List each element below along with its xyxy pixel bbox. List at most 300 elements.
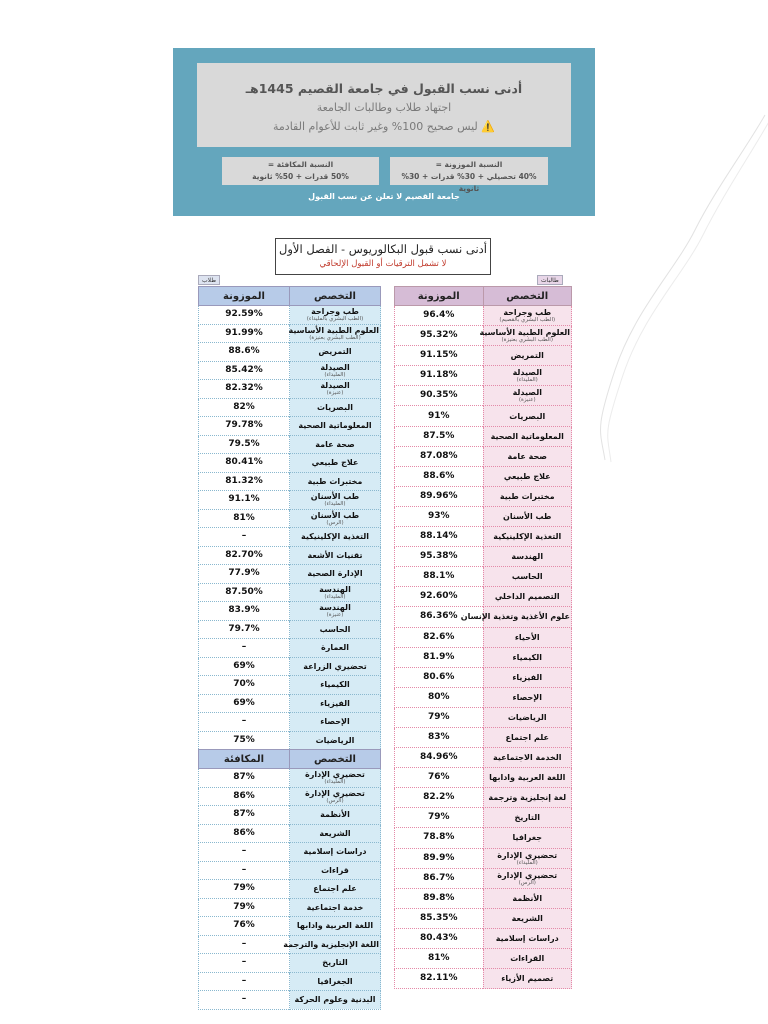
boys-row xyxy=(199,546,381,565)
girls-spec-label: المعلوماتية الصحية xyxy=(490,431,564,441)
boys-equiv-pct-cell: – xyxy=(199,991,290,1010)
boys-equiv-pct-cell: – xyxy=(199,954,290,973)
boys-pct-cell: 83.9% xyxy=(199,602,290,621)
girls-spec-cell xyxy=(483,687,572,707)
girls-row xyxy=(395,969,572,989)
boys-spec-cell xyxy=(290,657,381,676)
boys-pct-cell: 87.50% xyxy=(199,583,290,602)
boys-equiv-spec-label: دراسات إسلامية xyxy=(303,847,367,857)
girls-spec-cell xyxy=(483,506,572,526)
girls-spec-label: التاريخ xyxy=(514,813,540,823)
girls-row xyxy=(395,888,572,908)
girls-spec-cell xyxy=(479,326,572,346)
girls-spec-label: الفيزياء xyxy=(512,672,543,682)
girls-spec-label: التصميم الداخلي xyxy=(494,592,560,602)
boys-equiv-spec-label: الجغرافيا xyxy=(317,976,353,986)
page-subtitle: اجتهاد طلاب وطالبات الجامعة xyxy=(316,101,452,114)
girls-spec-cell xyxy=(483,788,572,808)
boys-equiv-spec-label: خدمة اجتماعية xyxy=(306,902,364,912)
section-title: أدنى نسب قبول البكالوريوس - الفصل الأول xyxy=(279,242,487,256)
girls-spec-cell xyxy=(483,466,572,486)
girls-spec-cell xyxy=(483,928,572,948)
boys-table xyxy=(198,286,381,1010)
boys-spec-label: طب وجراحة xyxy=(311,307,359,317)
page-title: أدنى نسب القبول في جامعة القصيم 1445هـ xyxy=(245,81,523,96)
girls-pct-cell: 83% xyxy=(395,727,484,747)
boys-row xyxy=(199,417,381,436)
boys-equiv-spec-cell xyxy=(283,935,381,954)
boys-spec-note: (المليداء) xyxy=(324,501,346,508)
girls-spec-note: (عنيزة) xyxy=(518,397,536,404)
boys-equiv-pct-cell: 76% xyxy=(199,917,290,936)
boys-equiv-pct-cell: 87% xyxy=(199,769,290,788)
boys-pct-cell: 81% xyxy=(199,509,290,528)
girls-spec-label: البصريات xyxy=(509,411,546,421)
girls-spec-label: الأنظمة xyxy=(512,893,543,903)
girls-spec-label: الأحياء xyxy=(514,632,540,642)
boys-equiv-spec-label: اللغة الإنجليزية والترجمة xyxy=(283,939,379,949)
boys-spec-cell xyxy=(290,343,381,362)
girls-pct-cell: 89.9% xyxy=(395,848,484,868)
boys-spec-label: البصريات xyxy=(317,402,353,412)
girls-pct-cell: 89.96% xyxy=(395,486,484,506)
girls-spec-label: علاج طبيعي xyxy=(503,471,551,481)
girls-row xyxy=(395,828,572,848)
girls-spec-cell xyxy=(483,768,572,788)
boys-spec-label: طب الأسنان xyxy=(310,492,360,502)
equivalent-formula-label: النسبة المكافئة = xyxy=(267,160,334,169)
girls-row xyxy=(395,748,572,768)
girls-row xyxy=(395,366,572,386)
girls-pct-cell: 87.08% xyxy=(395,446,484,466)
boys-equiv-spec-cell xyxy=(290,806,381,825)
girls-row xyxy=(395,808,572,828)
warning-text: ⚠️ ليس صحيح 100% وغير ثابت للأعوام القادمة xyxy=(273,120,495,133)
girls-spec-cell xyxy=(483,848,572,868)
boys-spec-label: الرياضيات xyxy=(315,735,355,745)
boys-spec-cell xyxy=(290,694,381,713)
girls-row xyxy=(395,908,572,928)
banner-note: جامعة القصيم لا تعلن عن نسب القبول xyxy=(308,192,460,201)
girls-row xyxy=(395,587,572,607)
boys-row xyxy=(199,380,381,399)
boys-spec-label: طب الأسنان xyxy=(310,510,360,520)
girls-row xyxy=(395,868,572,888)
girls-spec-note: (الطب البشري بعنيزة) xyxy=(501,337,553,344)
boys-spec-cell xyxy=(290,380,381,399)
boys-row xyxy=(199,324,381,343)
boys-row xyxy=(199,713,381,732)
boys-row xyxy=(199,343,381,362)
girls-spec-label: لغة إنجليزية وترجمة xyxy=(488,793,567,803)
weighted-formula xyxy=(390,157,548,193)
boys-spec-label: الإحصاء xyxy=(320,717,350,727)
girls-spec-label: الخدمة الاجتماعية xyxy=(493,753,562,763)
boys-spec-note: (المليداء) xyxy=(324,593,346,600)
girls-spec-cell xyxy=(483,527,572,547)
boys-spec-cell xyxy=(290,454,381,473)
girls-spec-label: تصميم الأزياء xyxy=(501,974,554,984)
boys-pct-cell: 70% xyxy=(199,676,290,695)
boys-col-spec: التخصص xyxy=(290,287,381,306)
boys-equiv-spec-label: قراءات xyxy=(321,865,349,875)
girls-pct-cell: 85.35% xyxy=(395,908,484,928)
boys-pct-cell: 88.6% xyxy=(199,343,290,362)
girls-pct-cell: 87.5% xyxy=(395,426,484,446)
boys-pct-cell: 85.42% xyxy=(199,361,290,380)
boys-row xyxy=(199,620,381,639)
boys-row xyxy=(199,361,381,380)
boys-equiv-row xyxy=(199,806,381,825)
boys-spec-cell xyxy=(290,306,381,325)
boys-spec-label: الهندسة xyxy=(319,584,351,594)
girls-spec-cell xyxy=(483,386,572,406)
girls-spec-note: (المليداء) xyxy=(516,859,538,866)
boys-spec-note: (الرس) xyxy=(326,519,344,526)
girls-spec-cell xyxy=(460,607,572,627)
boys-equiv-pct-cell: 87% xyxy=(199,806,290,825)
boys-row xyxy=(199,602,381,621)
girls-row xyxy=(395,687,572,707)
boys-equiv-spec-cell xyxy=(290,954,381,973)
boys-equiv-pct-cell: – xyxy=(199,972,290,991)
girls-spec-label: الحاسب xyxy=(511,572,543,582)
boys-spec-cell xyxy=(290,639,381,658)
boys-spec-cell xyxy=(290,509,381,528)
boys-equiv-col-spec: التخصص xyxy=(290,750,381,769)
boys-row xyxy=(199,583,381,602)
boys-pct-cell: 79.5% xyxy=(199,435,290,454)
boys-pct-cell: – xyxy=(199,713,290,732)
boys-spec-label: الصيدلة xyxy=(320,362,350,372)
girls-spec-label: الصيدلة xyxy=(512,368,542,378)
boys-pct-cell: 92.59% xyxy=(199,306,290,325)
girls-spec-cell xyxy=(483,486,572,506)
girls-spec-note: (الطب البشري بالقصيم) xyxy=(499,317,556,324)
girls-row xyxy=(395,768,572,788)
girls-row xyxy=(395,547,572,567)
girls-spec-cell xyxy=(483,908,572,928)
boys-equiv-col-pct: المكافئة xyxy=(199,750,290,769)
boys-equiv-spec-label: التاريخ xyxy=(322,958,348,968)
boys-pct-cell: 91.99% xyxy=(199,324,290,343)
boys-equiv-row xyxy=(199,861,381,880)
boys-spec-label: العلوم الطبية الأساسية xyxy=(288,325,379,335)
boys-equiv-pct-cell: 79% xyxy=(199,898,290,917)
girls-row xyxy=(395,949,572,969)
boys-equiv-spec-cell xyxy=(290,972,381,991)
girls-spec-label: القراءات xyxy=(510,954,545,964)
boys-spec-note: (الطب البشري بعنيزة) xyxy=(309,334,361,341)
girls-pct-cell: 92.60% xyxy=(395,587,484,607)
boys-equiv-spec-label: تحضيري الإدارة xyxy=(305,770,365,780)
section-title-box xyxy=(275,238,491,275)
boys-equiv-spec-cell xyxy=(290,898,381,917)
boys-row xyxy=(199,657,381,676)
boys-pct-cell: 79.78% xyxy=(199,417,290,436)
boys-equiv-row xyxy=(199,972,381,991)
boys-equiv-row xyxy=(199,935,381,954)
boys-pct-cell: 91.1% xyxy=(199,491,290,510)
girls-spec-cell xyxy=(483,366,572,386)
girls-pct-cell: 80.6% xyxy=(395,667,484,687)
girls-table xyxy=(394,286,572,989)
boys-equiv-row xyxy=(199,954,381,973)
boys-pct-cell: 82.32% xyxy=(199,380,290,399)
girls-spec-cell xyxy=(483,667,572,687)
girls-col-spec: التخصص xyxy=(483,287,572,306)
boys-equiv-spec-label: علم اجتماع xyxy=(313,884,357,894)
girls-row xyxy=(395,707,572,727)
boys-row xyxy=(199,676,381,695)
girls-spec-cell xyxy=(483,969,572,989)
boys-spec-label: الإدارة الصحية xyxy=(307,569,363,579)
girls-spec-label: تحضيري الإدارة xyxy=(497,870,558,880)
boys-equiv-pct-cell: 86% xyxy=(199,787,290,806)
equivalent-formula-value: 50% قدرات + 50% ثانوية xyxy=(252,172,349,181)
girls-spec-label: التمريض xyxy=(510,351,544,361)
girls-spec-label: صحة عامة xyxy=(507,451,547,461)
girls-pct-cell: 79% xyxy=(395,707,484,727)
girls-row xyxy=(395,848,572,868)
girls-spec-cell xyxy=(483,426,572,446)
boys-equiv-header-row xyxy=(199,750,381,769)
girls-pct-cell: 91.18% xyxy=(395,366,484,386)
girls-pct-cell: 89.8% xyxy=(395,888,484,908)
girls-pct-cell: 95.32% xyxy=(395,326,484,346)
girls-pct-cell: 88.6% xyxy=(395,466,484,486)
boys-spec-note: (الطب البشري بالمليداء) xyxy=(306,316,364,323)
boys-equiv-row xyxy=(199,917,381,936)
boys-equiv-row xyxy=(199,991,381,1010)
girls-spec-cell xyxy=(483,888,572,908)
girls-spec-label: العلوم الطبية الأساسية xyxy=(479,328,570,338)
boys-spec-label: الهندسة xyxy=(319,603,351,613)
girls-spec-cell xyxy=(483,627,572,647)
boys-equiv-row xyxy=(199,843,381,862)
girls-spec-label: طب الأسنان xyxy=(503,511,552,521)
decorative-squiggle xyxy=(595,110,768,470)
equivalent-formula xyxy=(222,157,379,185)
girls-pct-cell: 82.11% xyxy=(395,969,484,989)
boys-spec-cell xyxy=(290,546,381,565)
girls-spec-label: الشريعة xyxy=(511,913,543,923)
boys-spec-cell xyxy=(290,731,381,750)
girls-spec-label: طب وجراحة xyxy=(503,308,552,318)
girls-row xyxy=(395,346,572,366)
boys-equiv-row xyxy=(199,898,381,917)
boys-equiv-spec-cell xyxy=(290,843,381,862)
girls-spec-cell xyxy=(483,446,572,466)
boys-spec-label: مختبرات طبية xyxy=(307,476,363,486)
girls-pct-cell: 93% xyxy=(395,506,484,526)
boys-pct-cell: – xyxy=(199,639,290,658)
boys-equiv-spec-label: الأنظمة xyxy=(320,810,350,820)
girls-spec-cell xyxy=(483,868,572,888)
girls-spec-label: الرياضيات xyxy=(507,712,547,722)
girls-pct-cell: 76% xyxy=(395,768,484,788)
girls-spec-label: اللغة العربية وادابها xyxy=(489,773,566,783)
boys-spec-note: (المليداء) xyxy=(324,371,346,378)
girls-pct-cell: 80% xyxy=(395,687,484,707)
boys-spec-label: الصيدلة xyxy=(320,381,350,391)
boys-spec-cell xyxy=(290,528,381,547)
girls-pct-cell: 88.1% xyxy=(395,567,484,587)
girls-spec-cell xyxy=(483,808,572,828)
girls-row xyxy=(395,667,572,687)
girls-row xyxy=(395,446,572,466)
girls-spec-cell xyxy=(483,567,572,587)
girls-pct-cell: 80.43% xyxy=(395,928,484,948)
header-title-box xyxy=(197,63,571,147)
girls-spec-cell xyxy=(483,707,572,727)
girls-pct-cell: 88.14% xyxy=(395,527,484,547)
girls-spec-label: الإحصاء xyxy=(512,692,542,702)
boys-pct-cell: 75% xyxy=(199,731,290,750)
girls-row xyxy=(395,788,572,808)
girls-spec-label: التغذية الإكلينيكية xyxy=(493,532,562,542)
boys-spec-note: (عنيزة) xyxy=(326,390,344,397)
girls-spec-label: علم اجتماع xyxy=(505,733,549,743)
girls-spec-label: الكيمياء xyxy=(512,652,542,662)
girls-pct-cell: 78.8% xyxy=(395,828,484,848)
girls-row xyxy=(395,627,572,647)
girls-spec-cell xyxy=(483,828,572,848)
weighted-formula-label: النسبة الموزونة = xyxy=(435,160,503,169)
girls-pct-cell: 90.35% xyxy=(395,386,484,406)
girls-row xyxy=(395,486,572,506)
boys-spec-label: التمريض xyxy=(318,347,352,357)
boys-row xyxy=(199,694,381,713)
boys-spec-label: الفيزياء xyxy=(320,698,350,708)
boys-spec-label: تحضيري الزراعة xyxy=(303,661,367,671)
girls-spec-label: علوم الأغذية وتغذية الإنسان xyxy=(460,612,570,622)
boys-spec-note: (عنيزة) xyxy=(326,612,344,619)
girls-tag: طالبات xyxy=(537,275,563,285)
boys-equiv-pct-cell: 86% xyxy=(199,824,290,843)
boys-equiv-row xyxy=(199,824,381,843)
boys-equiv-spec-cell xyxy=(290,991,381,1010)
boys-spec-cell xyxy=(290,398,381,417)
boys-pct-cell: – xyxy=(199,528,290,547)
boys-spec-label: الحاسب xyxy=(319,624,351,634)
girls-row xyxy=(395,386,572,406)
boys-equiv-row xyxy=(199,787,381,806)
boys-pct-cell: 82.70% xyxy=(199,546,290,565)
girls-spec-cell xyxy=(483,547,572,567)
girls-spec-cell xyxy=(483,647,572,667)
boys-pct-cell: 69% xyxy=(199,657,290,676)
boys-pct-cell: 81.32% xyxy=(199,472,290,491)
girls-col-pct: الموزونة xyxy=(395,287,484,306)
boys-tag: طلاب xyxy=(198,275,220,285)
boys-spec-cell xyxy=(290,324,381,343)
boys-equiv-spec-label: البدنية وعلوم الحركة xyxy=(294,995,376,1005)
boys-row xyxy=(199,639,381,658)
boys-equiv-row xyxy=(199,769,381,788)
girls-pct-cell: 95.38% xyxy=(395,547,484,567)
boys-spec-label: المعلوماتية الصحية xyxy=(298,421,372,431)
girls-spec-cell xyxy=(483,306,572,326)
boys-equiv-spec-cell xyxy=(290,769,381,788)
boys-pct-cell: 80.41% xyxy=(199,454,290,473)
boys-spec-label: التغذية الإكلينيكية xyxy=(301,532,369,542)
girls-spec-label: جغرافيا xyxy=(512,833,542,843)
boys-col-pct: الموزونة xyxy=(199,287,290,306)
girls-spec-label: مختبرات طبية xyxy=(499,491,555,501)
boys-row xyxy=(199,565,381,584)
boys-pct-cell: 77.9% xyxy=(199,565,290,584)
boys-spec-cell xyxy=(290,713,381,732)
girls-row xyxy=(395,727,572,747)
boys-spec-cell xyxy=(290,676,381,695)
boys-equiv-pct-cell: – xyxy=(199,843,290,862)
boys-spec-cell xyxy=(290,565,381,584)
boys-row xyxy=(199,306,381,325)
boys-spec-cell xyxy=(290,602,381,621)
boys-spec-cell xyxy=(290,472,381,491)
girls-spec-cell xyxy=(483,346,572,366)
header-banner xyxy=(173,48,595,216)
girls-row xyxy=(395,326,572,346)
girls-pct-cell: 81% xyxy=(395,949,484,969)
girls-spec-label: دراسات إسلامية xyxy=(495,933,559,943)
boys-equiv-spec-cell xyxy=(290,917,381,936)
girls-spec-cell xyxy=(483,406,572,426)
boys-row xyxy=(199,398,381,417)
boys-spec-label: تقنيات الأشعة xyxy=(307,550,363,560)
boys-equiv-pct-cell: – xyxy=(199,861,290,880)
boys-equiv-row xyxy=(199,880,381,899)
boys-equiv-spec-label: اللغة العربية وادابها xyxy=(296,921,374,931)
boys-row xyxy=(199,454,381,473)
girls-spec-note: (المليداء) xyxy=(516,377,538,384)
girls-spec-cell xyxy=(483,949,572,969)
boys-spec-label: علاج طبيعي xyxy=(311,458,359,468)
girls-row xyxy=(395,567,572,587)
girls-row xyxy=(395,928,572,948)
girls-pct-cell: 96.4% xyxy=(395,306,484,326)
girls-spec-label: تحضيري الإدارة xyxy=(497,850,558,860)
girls-pct-cell: 79% xyxy=(395,808,484,828)
boys-equiv-spec-label: الشريعة xyxy=(319,828,351,838)
boys-spec-cell xyxy=(290,417,381,436)
girls-pct-cell: 91% xyxy=(395,406,484,426)
boys-equiv-spec-cell xyxy=(290,861,381,880)
girls-pct-cell: 82.2% xyxy=(395,788,484,808)
weighted-formula-value: 40% تحصيلي + 30% قدرات + 30% ثانوية xyxy=(401,172,537,193)
girls-spec-cell xyxy=(483,748,572,768)
boys-spec-cell xyxy=(290,620,381,639)
girls-pct-cell: 81.9% xyxy=(395,647,484,667)
boys-row xyxy=(199,528,381,547)
girls-row xyxy=(395,607,572,627)
girls-pct-cell: 86.36% xyxy=(395,607,484,627)
girls-row xyxy=(395,527,572,547)
boys-spec-cell xyxy=(290,491,381,510)
boys-equiv-pct-cell: – xyxy=(199,935,290,954)
girls-pct-cell: 91.15% xyxy=(395,346,484,366)
girls-pct-cell: 82.6% xyxy=(395,627,484,647)
boys-spec-cell xyxy=(290,361,381,380)
girls-row xyxy=(395,506,572,526)
girls-spec-cell xyxy=(483,587,572,607)
girls-row xyxy=(395,406,572,426)
boys-pct-cell: 82% xyxy=(199,398,290,417)
boys-row xyxy=(199,509,381,528)
boys-spec-label: الكيمياء xyxy=(320,680,350,690)
boys-equiv-spec-note: (الرس) xyxy=(326,797,344,804)
